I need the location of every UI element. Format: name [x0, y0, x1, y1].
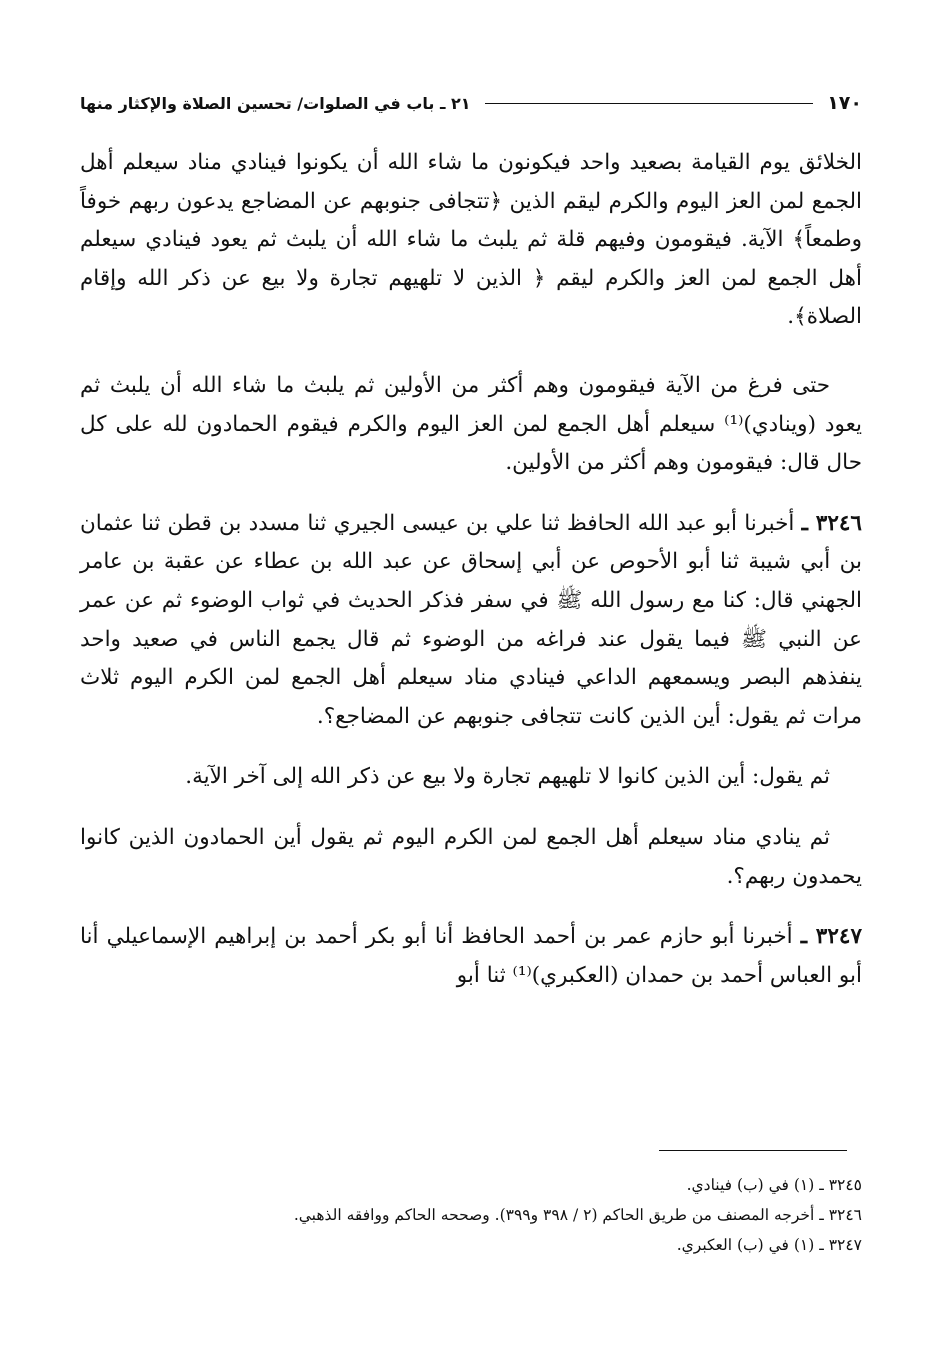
paragraph-text: ثم ينادي مناد سيعلم أهل الجمع لمن الكرم اليوم ثم يقول أين الحمادون الذين كانوا يحمدون ربهم؟.: [80, 824, 862, 889]
paragraph: [80, 367, 862, 483]
paragraph-text: حتى فرغ من الآية فيقومون وهم أكثر من الأولين ثم يلبث ما شاء الله أن يلبث ثم يعود (وينادي)⁽¹⁾ سيعلم أهل الجمع لمن العز اليوم والكرم فيقوم الحمادون لله على كل حال قال: فيقومون وهم أكثر من الأولين.: [80, 372, 862, 476]
footnote-separator: [659, 1150, 847, 1151]
footnote: ٣٢٤٥ ـ (١) في (ب) فينادي.: [686, 1176, 862, 1194]
chapter-title: ٢١ ـ باب في الصلوات/ تحسين الصلاة والإكثار منها: [80, 93, 471, 113]
paragraph: [80, 819, 862, 896]
footnotes: [80, 1170, 862, 1260]
footnote: ٣٢٤٧ ـ (١) في (ب) العكبري.: [676, 1236, 862, 1254]
page-number: ١٧٠: [827, 92, 862, 114]
footnote: ٣٢٤٦ ـ أخرجه المصنف من طريق الحاكم (٢ / ٣٩٨ و٣٩٩). وصححه الحاكم ووافقه الذهبي.: [293, 1206, 862, 1224]
hadith-number: ٣٢٤٦ ـ: [801, 510, 862, 536]
hadith-number: ٣٢٤٧ ـ: [800, 924, 862, 950]
paragraph-continuation: [80, 144, 862, 337]
hadith-3247: [80, 918, 862, 995]
paragraph-text: ثم يقول: أين الذين كانوا لا تلهيهم تجارة ولا بيع عن ذكر الله إلى آخر الآية.: [185, 764, 830, 790]
paragraph: [80, 758, 862, 797]
paragraph-text: الخلائق يوم القيامة بصعيد واحد فيكونون ما شاء الله أن يكونوا فينادي مناد سيعلم أهل الجمع لمن العز اليوم والكرم ليقم الذين ﴿تتجافى جنوبهم عن المضاجع يدعون ربهم خوفاً وطمعاً﴾ الآية. فيقومون وفيهم قلة ثم يلبث ما شاء الله أن يلبث ثم يعود فينادي سيعلم أهل الجمع لمن العز والكرم ليقم ﴿ الذين لا تلهيهم تجارة ولا بيع عن ذكر الله وإقام الصلاة﴾.: [80, 150, 862, 330]
header-rule: [485, 103, 814, 104]
main-text: [80, 144, 862, 995]
running-header: [80, 88, 862, 118]
hadith-3246: [80, 505, 862, 737]
paragraph-text: أخبرنا أبو حازم عمر بن أحمد الحافظ أنا أبو بكر أحمد بن إبراهيم الإسماعيلي أنا أبو العباس أحمد بن حمدان (العكبري)⁽¹⁾ ثنا أبو: [80, 924, 862, 988]
paragraph-text: أخبرنا أبو عبد الله الحافظ ثنا علي بن عيسى الجيري ثنا مسدد بن قطن ثنا عثمان بن أبي شيبة ثنا أبو الأحوص عن أبي إسحاق عن عبد الله بن عطاء عن عقبة بن عامر الجهني قال: كنا مع رسول الله ﷺ في سفر فذكر الحديث في ثواب الوضوء ثم عن عمر عن النبي ﷺ فيما يقول عند فراغه من الوضوء ثم قال يجمع الناس في صعيد واحد ينفذهم البصر ويسمعهم الداعي فينادي مناد سيعلم أهل الجمع لمن الكرم اليوم ثلاث مرات ثم يقول: أين الذين كانت تتجافى جنوبهم عن المضاجع؟.: [80, 510, 862, 729]
